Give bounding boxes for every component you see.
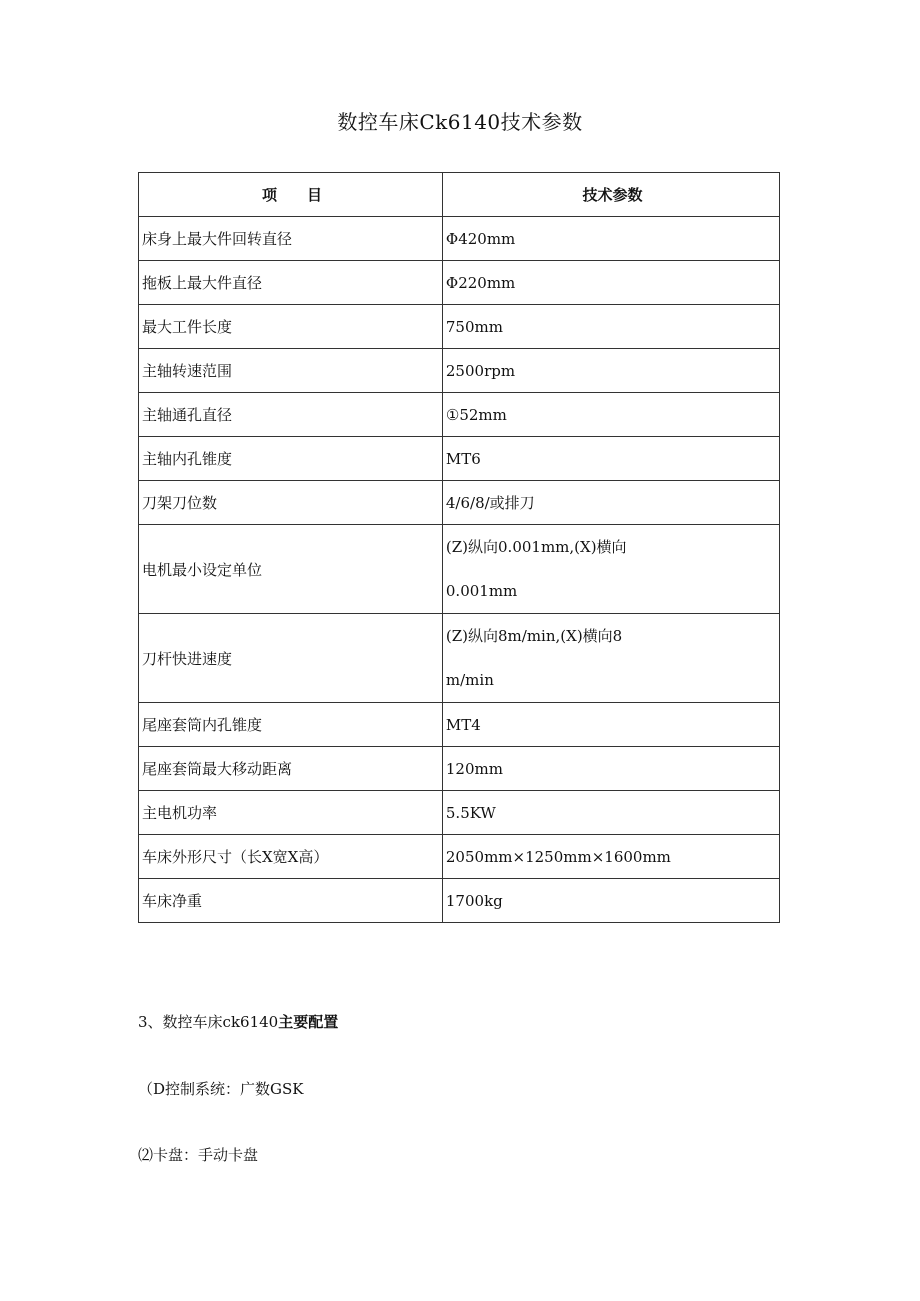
table-row <box>139 349 780 393</box>
table-row <box>139 835 780 879</box>
table-row <box>139 879 780 923</box>
table-row <box>139 525 780 614</box>
document-title: 数控车床Ck6140技术参数 <box>337 110 583 134</box>
row-value <box>442 614 779 703</box>
row-item: 拖板上最大件直径 <box>139 261 443 305</box>
header-value: 技术参数 <box>442 173 779 217</box>
row-item: 刀杆快进速度 <box>139 614 443 703</box>
table-row <box>139 614 780 703</box>
table-row <box>139 481 780 525</box>
row-value: 2050mm×1250mm×1600mm <box>442 835 779 879</box>
row-value: 1700kg <box>442 879 779 923</box>
row-value: 750mm <box>442 305 779 349</box>
row-item: 尾座套筒内孔锥度 <box>139 703 443 747</box>
table-row <box>139 791 780 835</box>
section-heading-bold: 主要配置 <box>278 1013 339 1031</box>
row-item: 床身上最大件回转直径 <box>139 217 443 261</box>
row-value: 120mm <box>442 747 779 791</box>
table-row <box>139 747 780 791</box>
row-value: Φ420mm <box>442 217 779 261</box>
row-item: 主电机功率 <box>139 791 443 835</box>
spec-table <box>138 172 780 923</box>
table-row <box>139 393 780 437</box>
row-item: 主轴转速范围 <box>139 349 443 393</box>
row-item: 车床净重 <box>139 879 443 923</box>
row-value <box>442 525 779 614</box>
row-item: 电机最小设定单位 <box>139 525 443 614</box>
row-value: 5.5KW <box>442 791 779 835</box>
row-item: 主轴内孔锥度 <box>139 437 443 481</box>
row-value: 4/6/8/或排刀 <box>442 481 779 525</box>
row-item: 尾座套筒最大移动距离 <box>139 747 443 791</box>
row-value: Φ220mm <box>442 261 779 305</box>
row-item: 主轴通孔直径 <box>139 393 443 437</box>
header-item: 项 目 <box>139 173 443 217</box>
table-row <box>139 305 780 349</box>
table-header-row <box>139 173 780 217</box>
table-row <box>139 437 780 481</box>
config-item-control-system: （D控制系统：广数GSK <box>138 1080 304 1098</box>
row-item: 最大工件长度 <box>139 305 443 349</box>
row-item: 刀架刀位数 <box>139 481 443 525</box>
row-value: 2500rpm <box>442 349 779 393</box>
table-row <box>139 261 780 305</box>
row-value-line: (Z)纵向0.001mm,(X)横向 <box>445 538 627 556</box>
section-heading-prefix: 3、数控车床ck6140 <box>138 1013 279 1031</box>
row-value-line: m/min <box>445 671 494 689</box>
row-value: MT6 <box>442 437 779 481</box>
row-value: ①52mm <box>442 393 779 437</box>
table-row <box>139 217 780 261</box>
row-value-line: 0.001mm <box>445 582 518 600</box>
table-row <box>139 703 780 747</box>
row-value-line: (Z)纵向8m/min,(X)横向8 <box>445 627 623 645</box>
section-heading <box>138 1011 338 1032</box>
row-item: 车床外形尺寸（长X宽X高） <box>139 835 443 879</box>
config-item-chuck: ⑵卡盘：手动卡盘 <box>138 1146 259 1164</box>
row-value: MT4 <box>442 703 779 747</box>
